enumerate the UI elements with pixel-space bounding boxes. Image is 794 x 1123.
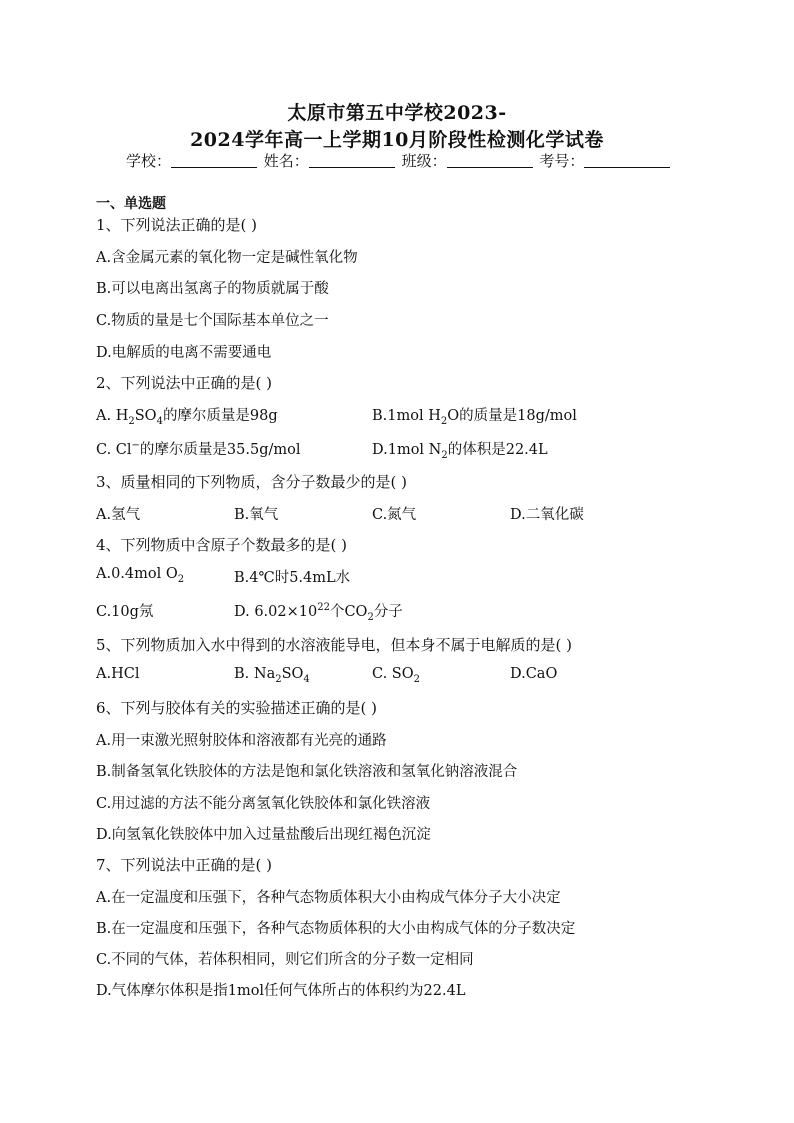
class-blank[interactable] — [447, 153, 533, 168]
school-blank[interactable] — [171, 153, 257, 168]
q6-option-b: B.制备氢氧化铁胶体的方法是饱和氯化铁溶液和氢氧化钠溶液混合 — [96, 764, 518, 780]
q6-option-d: D.向氢氧化铁胶体中加入过量盐酸后出现红褐色沉淀 — [96, 827, 431, 843]
exam-title-line2: 2024学年高一上学期10月阶段性检测化学试卷 — [190, 129, 604, 151]
q7-option-c: C.不同的气体，若体积相同，则它们所含的分子数一定相同 — [96, 952, 474, 968]
question-5-stem: 5、下列物质加入水中得到的水溶液能导电，但本身不属于电解质的是( ) — [96, 636, 573, 654]
q1-option-d: D.电解质的电离不需要通电 — [96, 345, 272, 361]
q2-option-d: D.1mol $N_2$的体积是22.4L — [372, 442, 548, 461]
q3-option-b: B.氧气 — [234, 507, 279, 523]
q1-option-c: C.物质的量是七个国际基本单位之一 — [96, 313, 329, 329]
q6-option-c: C.用过滤的方法不能分离氢氧化铁胶体和氯化铁溶液 — [96, 796, 431, 812]
q7-option-a: A.在一定温度和压强下，各种气态物质体积大小由构成气体分子大小决定 — [96, 890, 561, 906]
q5-option-a: A.HCl — [96, 666, 140, 682]
question-4-stem: 4、下列物质中含原子个数最多的是( ) — [96, 536, 348, 554]
q1-option-a: A.含金属元素的氧化物一定是碱性氧化物 — [96, 250, 358, 266]
q1-option-b: B.可以电离出氢离子的物质就属于酸 — [96, 281, 329, 297]
question-1-stem: 1、下列说法正确的是( ) — [96, 216, 258, 234]
question-2-stem: 2、下列说法中正确的是( ) — [96, 374, 273, 392]
question-6-stem: 6、下列与胶体有关的实验描述正确的是( ) — [96, 699, 378, 717]
exam-number-label: 考号： — [539, 152, 585, 170]
school-label: 学校： — [126, 152, 172, 170]
q3-option-c: C.氮气 — [372, 507, 417, 523]
student-info-row — [126, 150, 672, 171]
q4-option-c: C.10g氖 — [96, 604, 154, 620]
q2-option-b: B.1mol $H_2O$的质量是18g/mol — [372, 408, 577, 427]
exam-number-blank[interactable] — [584, 153, 670, 168]
q4-option-d: D. $6.02\times 10^{22}$个$CO_2$分子 — [234, 602, 403, 623]
question-3-stem: 3、质量相同的下列物质，含分子数最少的是( ) — [96, 473, 408, 491]
q5-option-d: D.CaO — [510, 666, 558, 682]
q7-option-b: B.在一定温度和压强下，各种气态物质体积的大小由构成气体的分子数决定 — [96, 921, 576, 937]
question-7-stem: 7、下列说法中正确的是( ) — [96, 856, 273, 874]
q6-option-a: A.用一束激光照射胶体和溶液都有光亮的通路 — [96, 733, 387, 749]
q5-option-c: C. $SO_2$ — [372, 666, 420, 685]
name-blank[interactable] — [309, 153, 395, 168]
q7-option-d: D.气体摩尔体积是指1mol任何气体所占的体积约为22.4L — [96, 983, 466, 999]
q3-option-a: A.氢气 — [96, 507, 141, 523]
name-label: 姓名： — [263, 152, 309, 170]
q4-option-a: A.0.4mol $O_2$ — [96, 566, 185, 585]
q2-option-a: A. $H_2SO_4$的摩尔质量是98g — [96, 408, 278, 427]
q2-option-c: C. Cl−的摩尔质量是35.5g/mol — [96, 440, 301, 458]
q4-option-b: B.4℃时5.4mL水 — [234, 570, 351, 586]
section-heading: 一、单选题 — [96, 196, 166, 212]
q5-option-b: B. $Na_2SO_4$ — [234, 666, 310, 685]
exam-title-line1: 太原市第五中学校2023- — [287, 102, 507, 124]
class-label: 班级： — [401, 152, 447, 170]
q3-option-d: D.二氧化碳 — [510, 507, 584, 523]
